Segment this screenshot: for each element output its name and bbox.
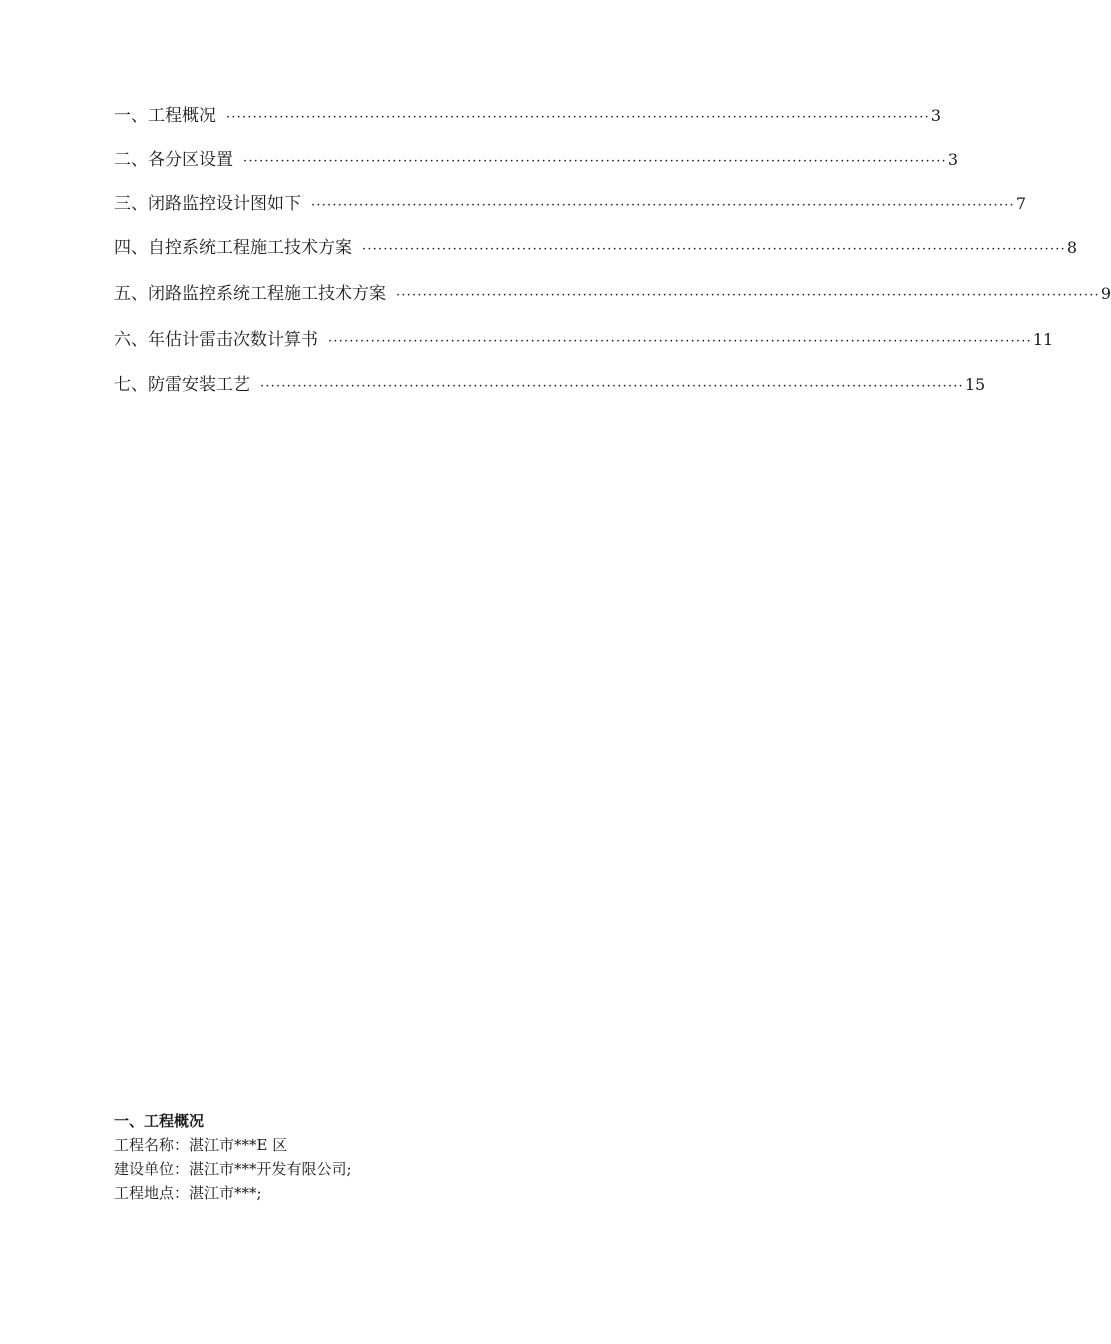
toc-dot-leader: ····································································································································: [311, 198, 1015, 213]
toc-entry[interactable]: [114, 105, 942, 129]
toc-entry[interactable]: [114, 283, 1111, 307]
toc-entry[interactable]: [114, 149, 959, 173]
project-overview-section: [114, 1110, 834, 1205]
toc-entry-page: 15: [964, 375, 986, 394]
developer-line: 建设单位：湛江市***开发有限公司;: [114, 1160, 352, 1178]
toc-entry[interactable]: [114, 193, 1027, 217]
toc-entry-page: 11: [1032, 330, 1054, 349]
toc-entry-page: 3: [947, 150, 959, 169]
section-heading: 一、工程概况: [114, 1112, 205, 1130]
toc-entry-title: 三、闭路监控设计图如下: [114, 194, 301, 214]
project-location-line: 工程地点：湛江市***;: [114, 1184, 262, 1202]
toc-entry[interactable]: [114, 374, 986, 398]
toc-dot-leader: ····································································································································: [362, 242, 1066, 257]
project-name-line: 工程名称：湛江市***E 区: [114, 1136, 288, 1154]
toc-entry-page: 9: [1100, 284, 1111, 303]
toc-entry-title: 一、工程概况: [114, 106, 216, 126]
toc-entry-title: 七、防雷安装工艺: [114, 375, 250, 395]
toc-entry-page: 8: [1066, 238, 1078, 257]
toc-dot-leader: ····································································································································: [328, 334, 1032, 349]
toc-entry-title: 二、各分区设置: [114, 150, 233, 170]
toc-dot-leader: ····································································································································: [396, 288, 1100, 303]
toc-entry-page: 3: [930, 106, 942, 125]
toc-entry[interactable]: [114, 329, 1054, 353]
toc-entry-title: 四、自控系统工程施工技术方案: [114, 238, 352, 258]
toc-entry-title: 五、闭路监控系统工程施工技术方案: [114, 284, 386, 304]
toc-entry-page: 7: [1015, 194, 1027, 213]
toc-dot-leader: ····································································································································: [260, 379, 964, 394]
toc-entry[interactable]: [114, 237, 1078, 261]
toc-dot-leader: ····································································································································: [243, 154, 947, 169]
toc-entry-title: 六、年估计雷击次数计算书: [114, 330, 318, 350]
toc-dot-leader: ····································································································································: [226, 110, 930, 125]
